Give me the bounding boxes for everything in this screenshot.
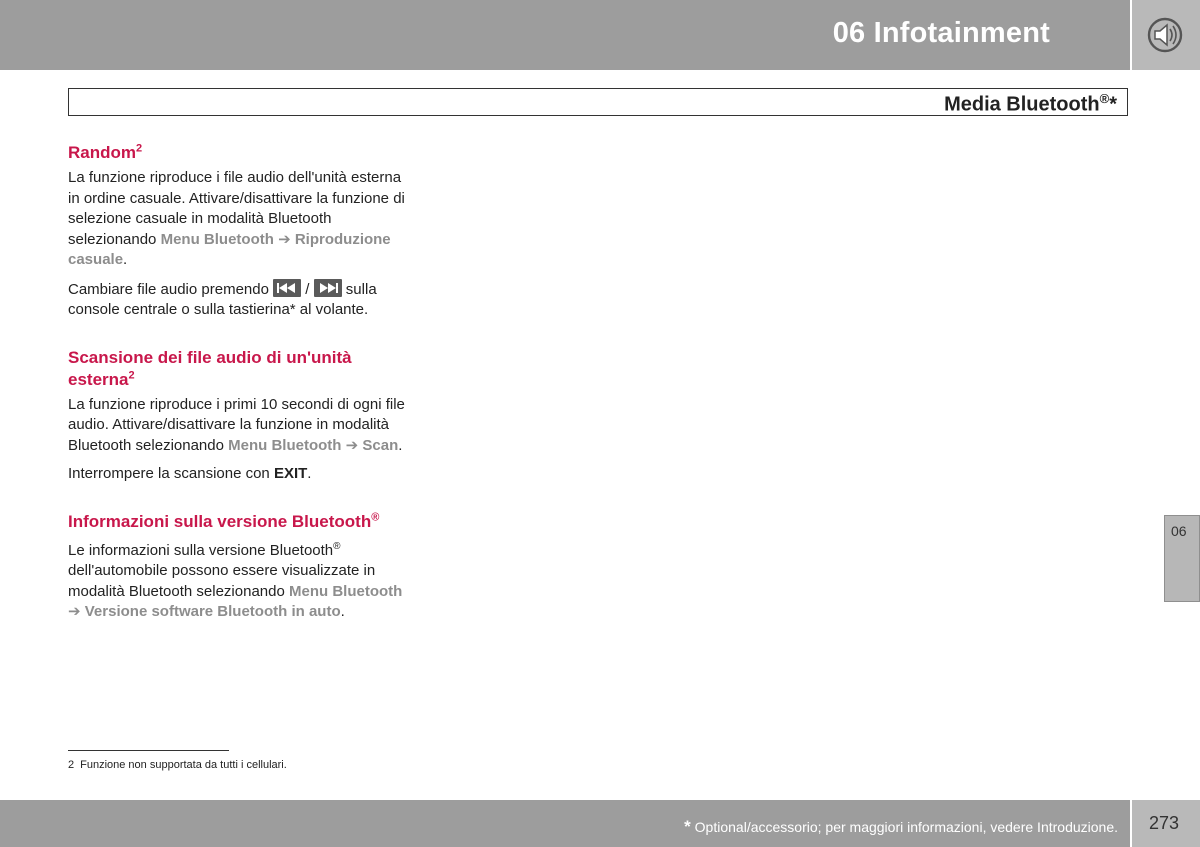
random-p2-sep: / xyxy=(301,280,314,298)
speaker-icon xyxy=(1146,17,1186,53)
version-p1-reg: ® xyxy=(333,540,341,552)
page-number: 273 xyxy=(1149,813,1180,833)
skip-next-icon xyxy=(314,279,342,297)
arrow-icon: ➔ xyxy=(278,230,291,248)
random-heading-text: Random xyxy=(68,143,136,162)
footnote-divider xyxy=(68,750,229,751)
footnote xyxy=(68,759,287,771)
header-bar xyxy=(0,0,1130,70)
chapter-side-tab xyxy=(1164,515,1200,602)
random-menu-2: Riproduzione casuale xyxy=(68,230,391,268)
footer-bar xyxy=(0,800,1130,847)
exit-label: EXIT xyxy=(273,465,308,482)
version-p1-b: dell'automobile possono essere visualizzate in modalità Bluetooth selezionando xyxy=(68,562,376,600)
scan-heading-text: Scansione dei file audio di un'unità esterna xyxy=(68,347,352,389)
arrow-icon: ➔ xyxy=(68,603,81,620)
version-menu-1: Menu Bluetooth xyxy=(289,582,403,600)
page-number-box xyxy=(1132,800,1200,847)
version-heading xyxy=(68,511,408,533)
section-title-star: * xyxy=(1109,93,1117,116)
scan-p2-end: . xyxy=(307,465,312,482)
scan-menu-1: Menu Bluetooth xyxy=(228,436,342,454)
random-paragraph-1 xyxy=(68,168,408,271)
scan-heading-sup: 2 xyxy=(128,368,135,381)
random-p2-pre: Cambiare file audio premendo xyxy=(68,280,274,298)
random-paragraph-2 xyxy=(68,279,408,321)
footnote-text: Funzione non supportata da tutti i cellulari. xyxy=(80,759,287,771)
scan-paragraph-2 xyxy=(68,464,408,485)
chapter-icon-box xyxy=(1132,0,1200,70)
scan-p1-text: La funzione riproduce i primi 10 secondi di ogni file audio. Attivare/disattivare la funzione in modalità Bluetooth selezionando xyxy=(68,395,405,454)
version-paragraph-1 xyxy=(68,537,408,623)
random-p1-text: La funzione riproduce i file audio dell'unità esterna in ordine casuale. Attivare/disattivare la funzione di selezione casuale in modalità Bluetooth selezionando xyxy=(68,169,405,248)
section-title-reg: ® xyxy=(1099,91,1110,106)
skip-previous-icon xyxy=(273,279,301,297)
version-heading-sup: ® xyxy=(371,510,380,523)
version-p1-a: Le informazioni sulla versione Bluetooth xyxy=(68,541,334,559)
random-heading-sup: 2 xyxy=(136,142,143,155)
random-p1-end: . xyxy=(123,251,128,268)
section-title-text: Media Bluetooth xyxy=(944,93,1100,116)
footer-note xyxy=(684,817,1118,837)
random-heading xyxy=(68,142,408,164)
scan-p2-text: Interrompere la scansione con xyxy=(68,465,274,482)
footer-note-text: Optional/accessorio; per maggiori informazioni, vedere Introduzione. xyxy=(690,819,1118,835)
footer-star: * xyxy=(684,817,691,836)
section-title xyxy=(944,91,1117,117)
side-tab-label: 06 xyxy=(1171,523,1187,539)
version-heading-text: Informazioni sulla versione Bluetooth xyxy=(68,511,372,531)
content-column xyxy=(68,142,408,623)
section-title-box xyxy=(68,88,1128,116)
random-p2-post: sulla console centrale o sulla tastierina* al volante. xyxy=(68,280,377,318)
version-p1-end: . xyxy=(340,603,345,620)
scan-p1-end: . xyxy=(398,436,403,454)
scan-paragraph-1 xyxy=(68,395,408,457)
random-menu-1: Menu Bluetooth xyxy=(160,230,274,248)
scan-heading xyxy=(68,347,408,391)
arrow-icon: ➔ xyxy=(345,436,359,454)
footnote-number: 2 xyxy=(68,759,75,771)
scan-menu-2: Scan xyxy=(362,436,399,454)
chapter-title: 06 Infotainment xyxy=(832,17,1050,49)
version-menu-2: Versione software Bluetooth in auto xyxy=(84,603,341,620)
